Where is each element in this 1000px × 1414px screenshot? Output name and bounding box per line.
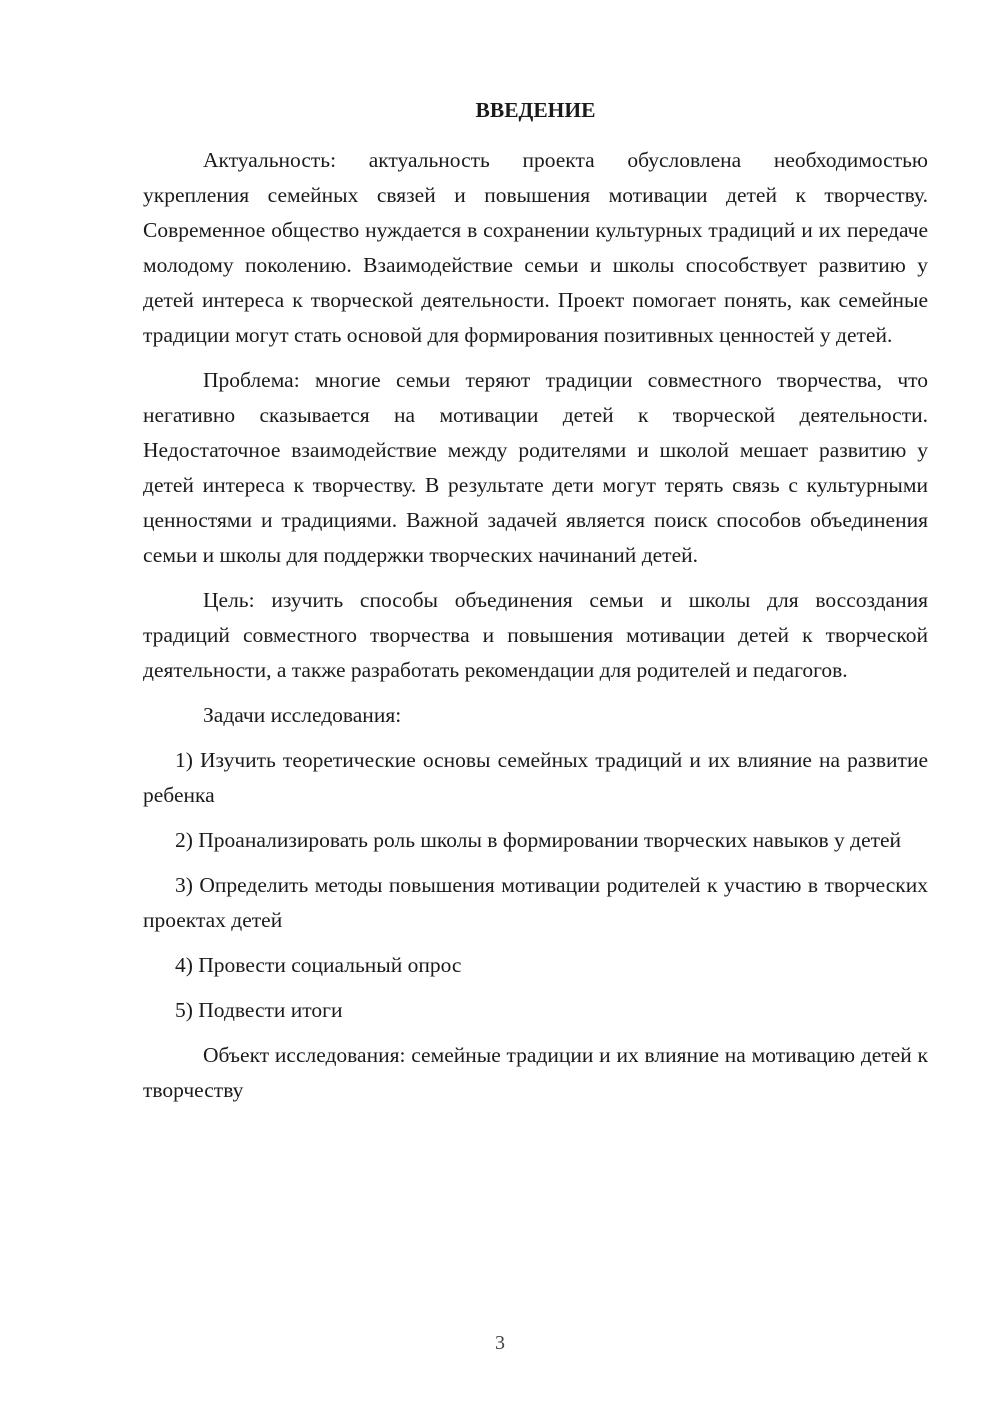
paragraph-object: Объект исследования: семейные традиции и их влияние на мотивацию детей к творчеству xyxy=(143,1043,928,1102)
task-item: 5) Подвести итоги xyxy=(175,998,343,1022)
tasks-title: Задачи исследования: xyxy=(203,703,402,727)
document-page xyxy=(143,93,928,1118)
page-number: 3 xyxy=(495,1332,505,1354)
paragraph-problem: Проблема: многие семьи теряют традиции совместного творчества, что негативно сказывается на мотивации детей к творческой деятельности. Недостаточное взаимодействие между родителями и школой мешает развитию у детей интереса к творчеству. В результате дети могут терять связь с культурными ценностями и традициями. Важной задачей является поиск способов объединения семьи и школы для поддержки творческих начинаний детей. xyxy=(143,368,928,567)
paragraph-goal: Цель: изучить способы объединения семьи и школы для воссоздания традиций совместного творчества и повышения мотивации детей к творческой деятельности, а также разработать рекомендации для родителей и педагогов. xyxy=(143,588,928,682)
task-item: 3) Определить методы повышения мотивации родителей к участию в творческих проектах детей xyxy=(143,873,928,932)
page-title: ВВЕДЕНИЕ xyxy=(475,98,596,122)
task-item: 2) Проанализировать роль школы в формировании творческих навыков у детей xyxy=(175,828,902,852)
task-item: 4) Провести социальный опрос xyxy=(175,953,462,977)
task-item: 1) Изучить теоретические основы семейных традиций и их влияние на развитие ребенка xyxy=(143,748,928,807)
paragraph-relevance: Актуальность: актуальность проекта обусловлена необходимостью укрепления семейных связей и повышения мотивации детей к творчеству. Современное общество нуждается в сохранении культурных традиций и их передаче молодому поколению. Взаимодействие семьи и школы способствует развитию у детей интереса к творческой деятельности. Проект помогает понять, как семейные традиции могут стать основой для формирования позитивных ценностей у детей. xyxy=(143,148,928,347)
